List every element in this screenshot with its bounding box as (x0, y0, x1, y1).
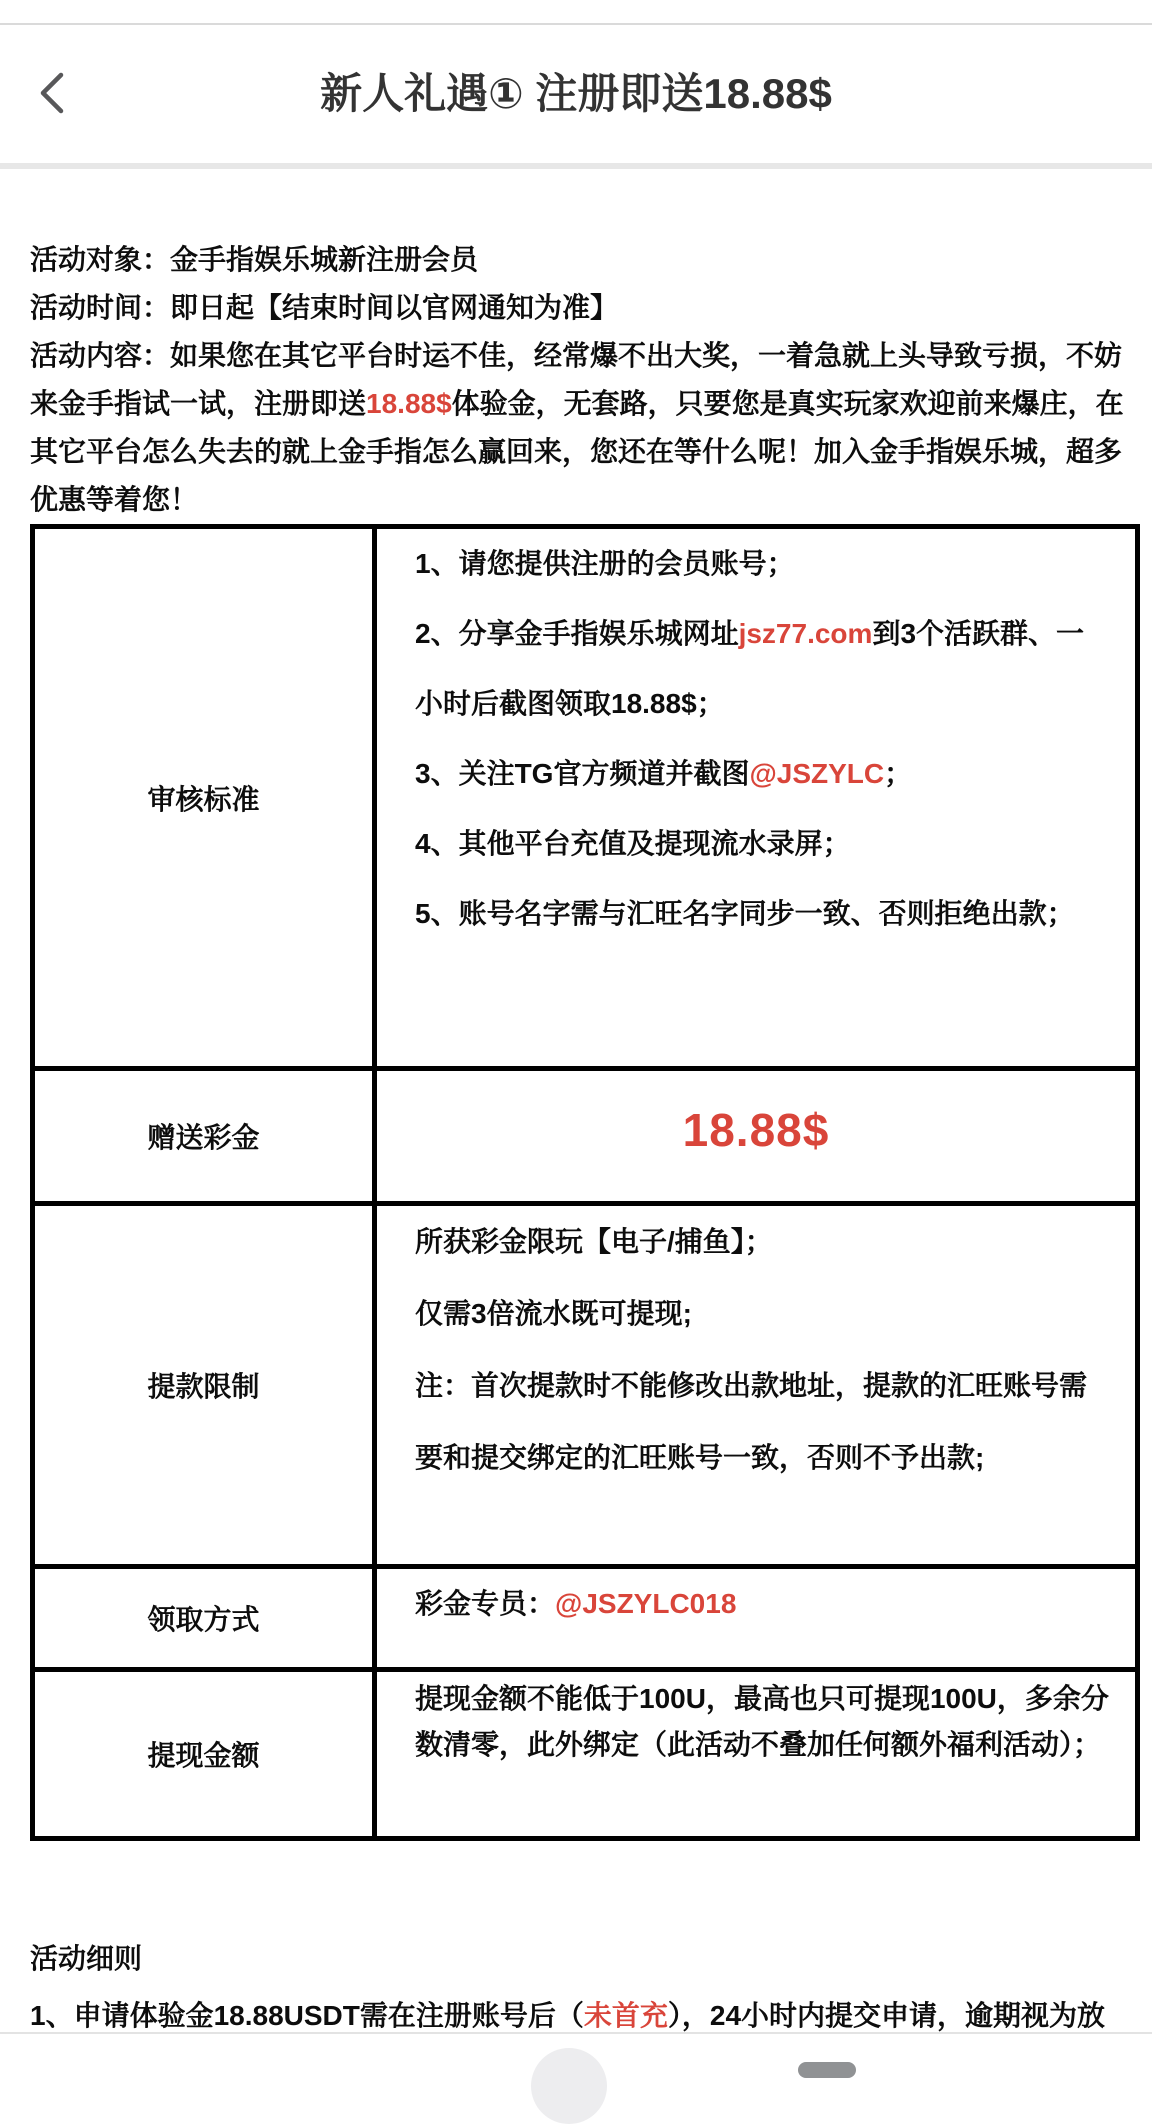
promo-table (30, 524, 1140, 1841)
bonus-label: 赠送彩金 (33, 1069, 375, 1204)
page-title: 新人礼遇① 注册即送18.88$ (320, 70, 832, 117)
text-segment: ； (884, 758, 913, 789)
page-header (0, 25, 1152, 169)
rules-block (30, 1934, 1130, 2041)
home-indicator-pill (798, 2062, 856, 2078)
rules-title: 活动细则 (30, 1943, 143, 1974)
claim-method-label: 领取方式 (33, 1567, 375, 1670)
table-row-withdraw-amount (33, 1670, 1138, 1839)
claim-method-value (375, 1567, 1138, 1670)
text-segment: 到3个活跃群、一小时后截图领取18.88$； (415, 618, 1085, 719)
bottom-divider (0, 2032, 1152, 2034)
claim-contact (415, 1569, 1111, 1639)
withdrawal-limit-label: 提款限制 (33, 1204, 375, 1567)
highlight-text: 18.88$ (366, 388, 452, 419)
intro-content (30, 332, 1125, 524)
text-segment: 提现金额不能低于100U，最高也只可提现100U，多余分数清零，此外绑定（此活动不叠加任何额外福利活动）； (415, 1683, 1109, 1760)
text-segment: 1、申请体验金18.88USDT需在注册账号后（ (30, 2000, 584, 2031)
audit-item (415, 809, 1111, 879)
highlight-text: @JSZYLC018 (555, 1588, 737, 1619)
limit-item (415, 1278, 1111, 1350)
limit-item (415, 1206, 1111, 1278)
amount-item (415, 1672, 1111, 1768)
back-button[interactable] (28, 69, 76, 121)
table-row-withdraw-limit (33, 1204, 1138, 1567)
text-segment: 所获彩金限玩【电子/捕鱼】； (415, 1226, 773, 1257)
table-row-audit (33, 527, 1138, 1069)
audit-item (415, 599, 1111, 739)
text-segment: 2、分享金手指娱乐城网址 (415, 618, 739, 649)
withdrawal-amount-value (375, 1670, 1138, 1839)
text-segment: 活动对象：金手指娱乐城新注册会员 (30, 244, 479, 275)
bonus-amount: 18.88$ (375, 1069, 1138, 1204)
text-segment: 3、关注TG官方频道并截图 (415, 758, 750, 789)
text-segment: 彩金专员： (415, 1588, 556, 1619)
highlight-text: jsz77.com (738, 618, 873, 649)
withdrawal-limit-value (375, 1204, 1138, 1567)
floating-button-shape[interactable] (531, 2048, 607, 2124)
text-segment: 活动内容：如果您在其它平台时运不佳，经常爆不出大奖，一着急就上头导致亏损，不妨来金手指试一试，注册即送 (30, 340, 1123, 419)
intro-block (30, 236, 1125, 524)
text-segment: 5、账号名字需与汇旺名字同步一致、否则拒绝出款； (415, 898, 1075, 929)
highlight-text: @JSZYLC (749, 758, 885, 789)
chevron-left-icon (37, 71, 67, 120)
audit-item (415, 529, 1111, 599)
intro-time (30, 284, 1125, 332)
text-segment: 注：首次提款时不能修改出款地址，提款的汇旺账号需要和提交绑定的汇旺账号一致，否则不予出款; (415, 1370, 1088, 1473)
limit-item (415, 1350, 1111, 1494)
text-segment: 4、其他平台充值及提现流水录屏； (415, 828, 851, 859)
text-segment: 仅需3倍流水既可提现; (415, 1298, 692, 1329)
table-row-claim-method (33, 1567, 1138, 1670)
audit-criteria-label: 审核标准 (33, 527, 375, 1069)
content-area (0, 236, 1152, 2041)
text-segment: 1、请您提供注册的会员账号； (415, 548, 795, 579)
intro-target (30, 236, 1125, 284)
audit-criteria-value (375, 527, 1138, 1069)
table-row-bonus (33, 1069, 1138, 1204)
text-segment: 体验金，无套路，只要您是真实玩家欢迎前来爆庄，在其它平台怎么失去的就上金手指怎么赢回来，您还在等什么呢！加入金手指娱乐城，超多优惠等着您！ (30, 388, 1124, 515)
audit-item (415, 739, 1111, 809)
highlight-text: 未首充 (583, 2000, 668, 2031)
withdrawal-amount-label: 提现金额 (33, 1670, 375, 1839)
status-bar (0, 0, 1152, 25)
audit-item (415, 879, 1111, 949)
text-segment: ），24小时内提交申请，逾期视为放 (667, 2000, 1106, 2031)
text-segment: 活动时间：即日起【结束时间以官网通知为准】 (30, 292, 619, 323)
